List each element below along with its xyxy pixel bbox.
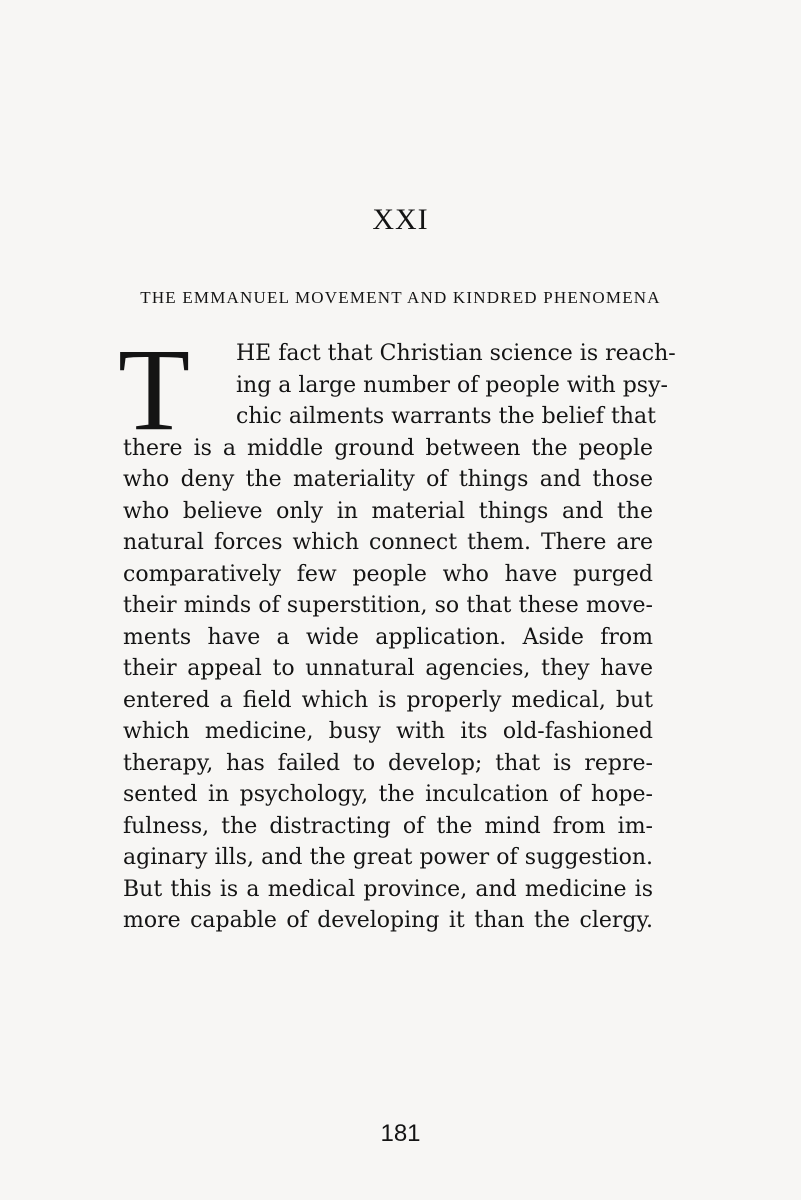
- text-line: who believe only in material things and the: [123, 498, 653, 524]
- text-line: who deny the materiality of things and those: [123, 467, 653, 492]
- text-line-last: more capable of developing it than the clergy.: [123, 908, 653, 933]
- text-line: natural forces which connect them. There are: [123, 530, 653, 555]
- drop-cap-block: [118, 324, 238, 455]
- text-line: entered a field which is properly medical, but: [123, 687, 653, 713]
- drop-cap: T: [118, 324, 191, 455]
- text-line: But this is a medical province, and medicine is: [123, 876, 653, 902]
- text-line: sented in psychology, the inculcation of hope-: [123, 782, 653, 807]
- text-line: aginary ills, and the great power of suggestion.: [123, 845, 653, 870]
- text-line: there is a middle ground between the people: [123, 435, 653, 461]
- page-number: 181: [380, 1120, 421, 1147]
- text-line: therapy, has failed to develop; that is repre-: [123, 750, 653, 776]
- text-line: chic ailments warrants the belief that: [236, 404, 656, 429]
- chapter-title: THE EMMANUEL MOVEMENT AND KINDRED PHENOMENA: [140, 288, 661, 307]
- text-line: ing a large number of people with psy-: [236, 372, 668, 398]
- text-line: HE fact that Christian science is reach-: [236, 341, 676, 366]
- text-line: ments have a wide application. Aside from: [123, 624, 653, 650]
- paragraph-body: [123, 433, 653, 937]
- text-line: which medicine, busy with its old-fashioned: [123, 719, 653, 744]
- text-line: their appeal to unnatural agencies, they have: [123, 656, 653, 681]
- text-line: their minds of superstition, so that these move-: [123, 593, 653, 618]
- paragraph-opening: [236, 338, 676, 433]
- text-line: comparatively few people who have purged: [123, 561, 653, 587]
- chapter-number: XXI: [372, 203, 429, 236]
- text-line: fulness, the distracting of the mind from im-: [123, 813, 653, 839]
